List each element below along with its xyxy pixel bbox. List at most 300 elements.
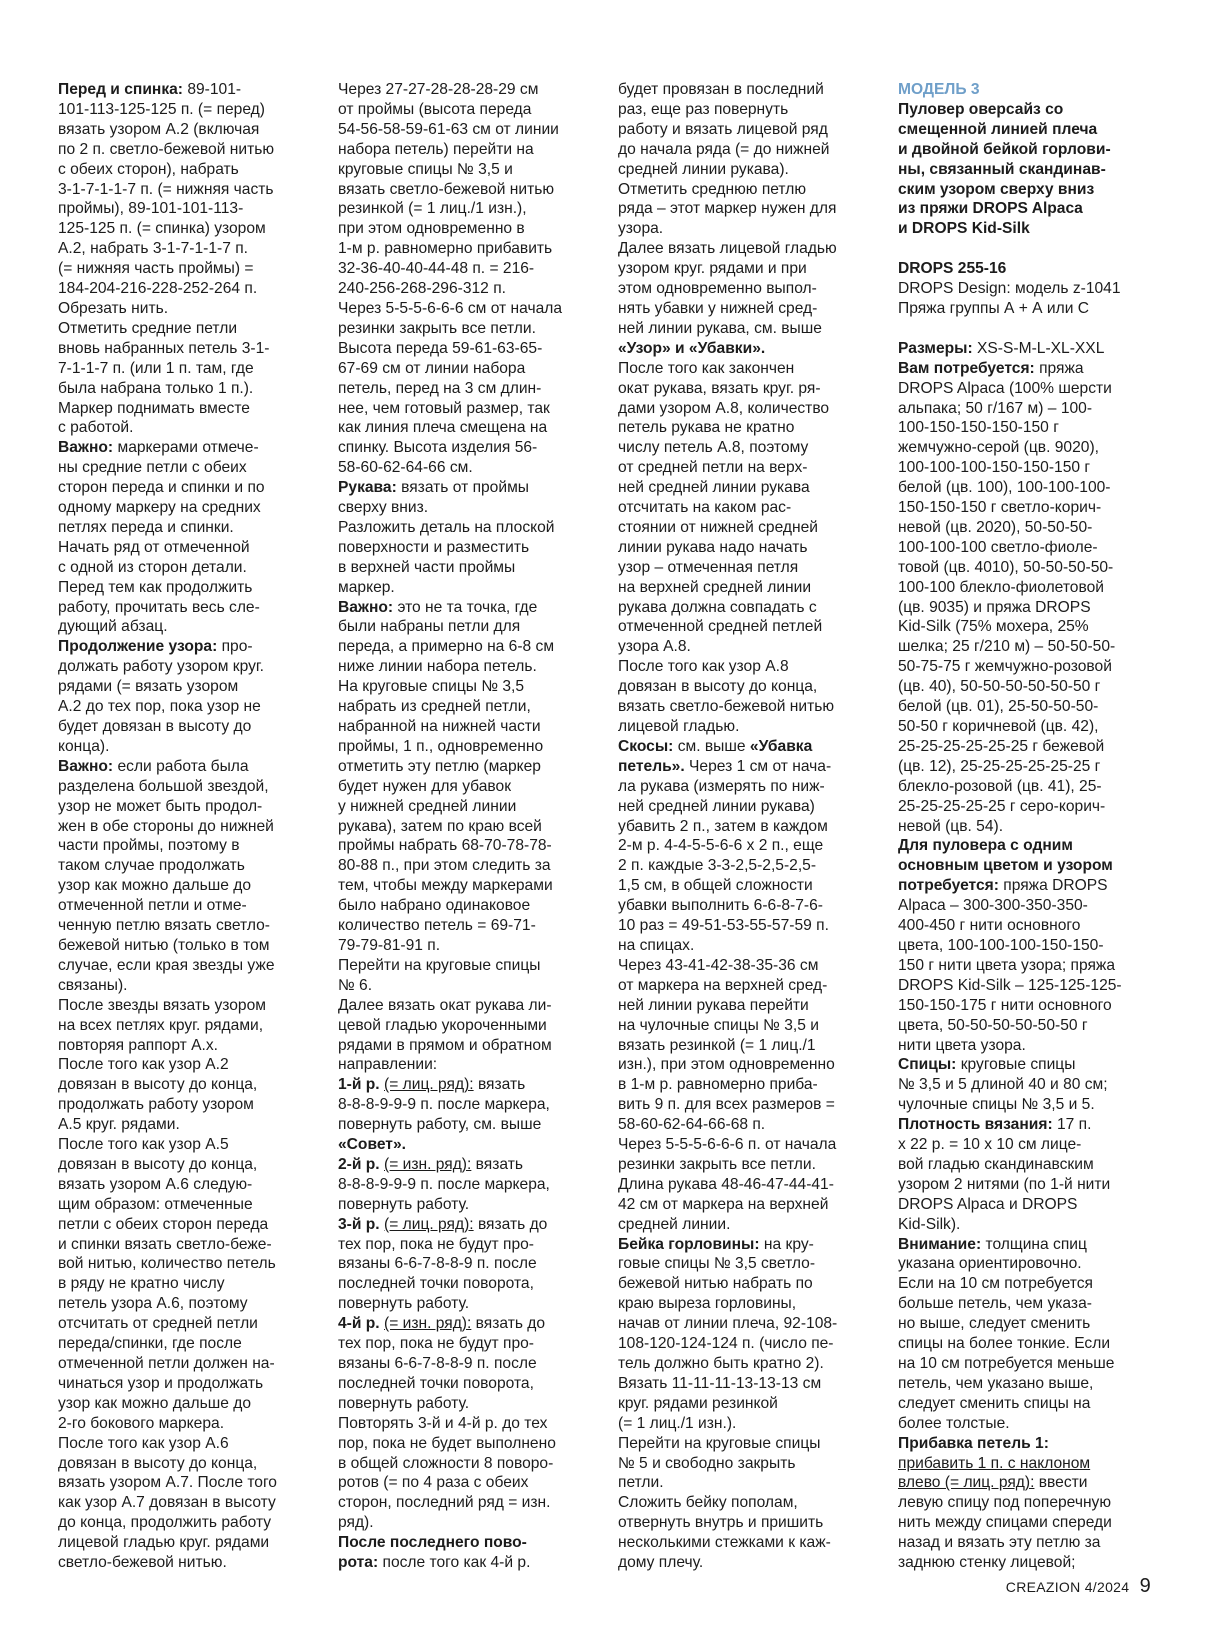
bold-run: «Совет». [338,1136,406,1154]
text-run: изн.), при этом одновременно [618,1056,835,1074]
text-line [898,1036,1160,1056]
text-run: 25-25-25-25-25-25 г бежевой [898,737,1105,755]
text-run: тех пор, пока не будут про- [338,1335,535,1353]
text-line [898,1394,1160,1414]
text-line [338,936,588,956]
text-line [58,120,308,140]
text-run: х 22 р. = 10 х 10 см лице- [898,1136,1082,1154]
text-line [338,478,588,498]
text-line [338,856,588,876]
bold-run: петель». [618,757,685,775]
text-run: одному маркеру на средних [58,499,261,517]
text-line [58,817,308,837]
text-run: вязаны 6-6-7-8-8-9 п. после [338,1255,537,1273]
bold-run: рота: [338,1554,379,1572]
underlined-run: (= лиц. ряд): [384,1215,474,1233]
text-run: 8-8-8-9-9-9 п. после маркера, [338,1175,550,1193]
text-run: цевой гладью укороченными [338,1016,547,1034]
text-line [338,1434,588,1454]
text-run: Длина рукава 48-46-47-44-41- [618,1175,834,1193]
text-line [618,777,868,797]
text-line [898,1493,1160,1513]
text-line [58,777,308,797]
text-run: невой (цв. 2020), 50-50-50- [898,518,1093,536]
text-run: рукава должна совпадать с [618,598,817,616]
text-line [618,1235,868,1255]
text-run: количество петель = 69-71- [338,917,536,935]
text-line [338,379,588,399]
text-line [338,1055,588,1075]
text-line [618,737,868,757]
text-line [58,418,308,438]
text-run: на спицах. [618,936,695,954]
text-run: круговые спицы № 3,5 и [338,160,513,178]
text-line [898,737,1160,757]
text-line [58,1135,308,1155]
bold-run: Важно: [58,439,114,457]
text-run: XS-S-M-L-XL-XXL [972,339,1105,357]
text-line [338,1274,588,1294]
text-run: 32-36-40-40-44-48 п. = 216- [338,260,535,278]
text-line [618,578,868,598]
text-line [58,80,308,100]
text-run: лицевой гладью круг. рядами [58,1534,270,1552]
text-run: Через 5-5-5-6-6-6 см от начала [338,299,563,317]
text-line [618,199,868,219]
text-run: пор, пока не будет выполнено [338,1434,556,1452]
text-line [58,1115,308,1135]
text-run: на 10 см потребуется меньше [898,1355,1115,1372]
text-run: проймы, 1 п., одновременно [338,737,544,755]
text-line [338,120,588,140]
text-run: краю выреза горловины, [618,1295,797,1313]
text-run: вязать до [473,1215,548,1233]
text-run: убавить 2 п., затем в каждом [618,817,828,835]
bold-run: Внимание: [898,1235,982,1253]
text-run: 100-100 блекло-фиолетовой [898,578,1104,596]
text-line [58,1334,308,1354]
text-run: вязать резинкой (= 1 лиц./1 [618,1036,816,1054]
text-line [58,478,308,498]
text-run: Через 43-41-42-38-35-36 см [618,956,819,974]
text-run: узором круг. рядами и при [618,260,807,278]
underlined-run: (= лиц. ряд): [384,1076,474,1094]
text-line [898,657,1160,677]
bold-run: смещенной линией плеча [898,120,1098,138]
text-run: Перейти на круговые спицы [618,1434,821,1452]
text-run: тем, чтобы между маркерами [338,877,553,895]
text-run: вязать до [471,1315,546,1333]
text-run: резинкой (= 1 лиц./1 изн.), [338,200,527,218]
text-line [338,637,588,657]
text-run: 7-1-1-7 п. (или 1 п. там, где [58,359,254,377]
text-run: 10 раз = 49-51-53-55-57-59 п. [618,917,829,935]
text-line [898,418,1160,438]
bold-run: потребуется: [898,877,999,895]
text-run: по 2 п. светло-бежевой нитью [58,140,275,158]
text-run: альпака; 50 г/167 м) – 100- [898,399,1093,417]
text-line [898,1115,1160,1135]
text-line [58,199,308,219]
text-line [338,717,588,737]
text-run: набранной на нижней части [338,718,541,735]
text-line [898,219,1160,239]
text-line [618,1274,868,1294]
text-line [898,1175,1160,1195]
text-line [338,1135,588,1155]
text-run: дому плечу. [618,1554,704,1572]
text-line [898,1055,1160,1075]
text-line [898,558,1160,578]
text-line [338,339,588,359]
text-line [58,578,308,598]
text-line [898,1334,1160,1354]
text-line [58,438,308,458]
text-run: ряда – этот маркер нужен для [618,200,837,218]
page-number: 9 [1139,1575,1151,1597]
text-run: № 3,5 и 5 длиной 40 и 80 см; [898,1076,1108,1094]
text-line [58,100,308,120]
text-line [898,578,1160,598]
text-run: 125-125 п. (= спинка) узором [58,220,266,238]
text-run: нить между спицами спереди [898,1514,1112,1532]
text-line [898,757,1160,777]
text-line [338,80,588,100]
text-line [338,518,588,538]
text-run: связаны). [58,976,128,994]
text-run: набора петель) перейти на [338,140,534,158]
text-run: цвета, 50-50-50-50-50-50 г [898,1016,1088,1034]
text-run: несколькими стежками к каж- [618,1534,831,1552]
text-line [58,637,308,657]
text-line [618,140,868,160]
text-run: вязать узором А.2 (включая [58,120,260,138]
text-line [338,140,588,160]
text-line [898,1095,1160,1115]
text-line [338,1075,588,1095]
text-line [58,239,308,259]
text-run: левую спицу под поперечную [898,1494,1112,1512]
text-line [618,637,868,657]
text-run: нее, чем готовый размер, так [338,399,550,417]
text-line [58,1513,308,1533]
text-line [338,558,588,578]
text-run: 400-450 г нити основного [898,917,1081,935]
text-run: вязать [473,1076,526,1094]
text-line [618,478,868,498]
text-line [58,757,308,777]
text-run: (цв. 40), 50-50-50-50-50-50 г [898,678,1101,696]
text-line [898,637,1160,657]
text-run: Повторять 3-й и 4-й р. до тех [338,1414,548,1432]
text-line [58,1036,308,1056]
text-line [338,757,588,777]
text-line [618,558,868,578]
bold-run: 2-й р. [338,1155,380,1173]
text-column-4 [898,80,1160,1573]
text-run: 101-113-125-125 п. (= перед) [58,100,265,118]
text-run: спинку. Высота изделия 56- [338,439,538,457]
text-line [58,1414,308,1434]
text-line [898,438,1160,458]
text-run: 50-50 г коричневой (цв. 42), [898,718,1099,735]
text-run: ряд). [338,1514,374,1532]
text-run: круговые спицы [956,1056,1076,1074]
text-line [338,617,588,637]
text-run: Перейти на круговые спицы [338,956,541,974]
text-run: на всех петлях круг. рядами, [58,1016,264,1034]
text-run: с работой. [58,419,134,437]
text-run: вой нитью, количество петель [58,1255,276,1273]
text-line [898,1235,1160,1255]
text-line [338,299,588,319]
text-run: пряжа DROPS [998,877,1108,895]
text-line [618,259,868,279]
text-line [58,379,308,399]
text-line [58,1553,308,1573]
text-line [58,996,308,1016]
text-line [58,1314,308,1334]
text-run: раз, еще раз повернуть [618,100,789,118]
text-run: Отметить среднюю петлю [618,180,807,198]
text-line [338,418,588,438]
text-run: 3-1-7-1-1-7 п. (= нижняя часть [58,180,274,198]
bold-run: Продолжение узора: [58,638,218,656]
bold-run: После последнего пово- [338,1534,527,1552]
text-line [618,1036,868,1056]
text-line [618,359,868,379]
bold-run: из пряжи DROPS Alpaca [898,200,1083,218]
bold-run: Важно: [338,598,394,616]
text-run: ротов (= по 4 раза с обеих [338,1474,529,1492]
text-line [618,219,868,239]
text-run: будет довязан в высоту до [58,718,252,735]
text-run: После того как узор А.6 [58,1434,229,1452]
text-run: про- [217,638,253,656]
text-run: Обрезать нить. [58,299,169,317]
text-run: работу и вязать лицевой ряд [618,120,828,138]
text-line [618,1055,868,1075]
text-line [898,717,1160,737]
text-line [618,876,868,896]
text-line [338,180,588,200]
text-run: узора. [618,220,664,238]
text-run: резинки закрыть все петли. [618,1155,816,1173]
text-run: вновь набранных петель 3-1- [58,339,270,357]
text-line [618,1155,868,1175]
text-line [58,299,308,319]
text-line [618,120,868,140]
text-line [58,598,308,618]
text-run: вязать светло-бежевой нитью [618,698,835,716]
text-line [58,180,308,200]
bold-run: Перед и спинка: [58,81,183,98]
text-run: После того как закончен [618,359,795,377]
text-run: повернуть работу. [338,1195,470,1213]
text-line [338,319,588,339]
text-line [898,1135,1160,1155]
text-run: части проймы, поэтому в [58,837,240,855]
text-line [618,1016,868,1036]
text-run: 108-120-124-124 п. (число пе- [618,1335,834,1353]
text-run: линии рукава надо начать [618,538,808,556]
text-line [338,219,588,239]
text-line [58,538,308,558]
text-line [58,617,308,637]
text-run: резинки закрыть все петли. [338,319,536,337]
text-line [898,80,1160,100]
text-run: 184-204-216-228-252-264 п. [58,280,258,298]
text-run: продолжать работу узором [58,1096,254,1114]
text-run: Kid-Silk). [898,1215,961,1233]
text-run: убавки выполнить 6-6-8-7-6- [618,897,823,915]
text-run: говые спицы № 3,5 светло- [618,1255,816,1273]
text-run: нять убавки у нижней сред- [618,299,818,317]
text-run: заднюю стенку лицевой; [898,1554,1076,1572]
text-line [618,1493,868,1513]
text-line [338,1414,588,1434]
text-line [58,1434,308,1454]
bold-run: 4-й р. [338,1315,380,1333]
text-line [58,1055,308,1075]
text-run: ней средней линии рукава [618,479,810,497]
text-run: 80-88 п., при этом следить за [338,857,551,875]
text-line [58,1533,308,1553]
text-line [58,1354,308,1374]
text-line [338,657,588,677]
text-line [618,1294,868,1314]
text-run: После звезды вязать узором [58,996,266,1014]
text-line [58,657,308,677]
text-line [338,1314,588,1334]
text-run: рукава), затем по краю всей [338,817,542,835]
text-run: направлении: [338,1056,438,1074]
text-line [618,180,868,200]
text-line [618,1075,868,1095]
text-line [58,498,308,518]
text-run: будет провязан в последний [618,81,824,98]
text-line [338,279,588,299]
text-line [898,916,1160,936]
text-run: узора А.8. [618,638,691,656]
text-line [898,498,1160,518]
text-run: Вязать 11-11-11-13-13-13 см [618,1374,822,1392]
text-line [58,1473,308,1493]
text-line [618,1314,868,1334]
text-line [618,936,868,956]
text-run: см. выше [673,737,750,755]
text-line [898,598,1160,618]
text-line [58,737,308,757]
text-run: Если на 10 см потребуется [898,1275,1093,1293]
text-run: жемчужно-серой (цв. 9020), [898,439,1099,457]
text-line [898,1215,1160,1235]
text-run: более толстые. [898,1414,1010,1432]
text-run: шелка; 25 г/210 м) – 50-50-50- [898,638,1116,656]
text-line [338,498,588,518]
text-run: довязан в высоту до конца, [618,678,818,696]
text-run: петли. [618,1474,664,1492]
text-line [338,1175,588,1195]
text-run: больше петель, чем указа- [898,1295,1092,1313]
text-run: белой (цв. 100), 100-100-100- [898,479,1111,497]
text-line [58,1075,308,1095]
text-run: Kid-Silk (75% мохера, 25% [898,618,1089,636]
text-line [618,1414,868,1434]
text-run: Далее вязать лицевой гладью [618,240,837,258]
text-run: 2-го бокового маркера. [58,1414,225,1432]
text-run: На круговые спицы № 3,5 [338,678,525,696]
text-line [58,1095,308,1115]
text-run: щим образом: отмеченные [58,1195,253,1213]
text-run: таком случае продолжать [58,857,245,875]
text-line [58,1235,308,1255]
text-run: 58-60-62-64-66 см. [338,459,473,477]
text-line [58,1254,308,1274]
text-run: нити цвета узора. [898,1036,1026,1054]
text-run: в общей сложности 8 поворо- [338,1454,554,1472]
text-line [58,1175,308,1195]
text-run: дами узором А.8, количество [618,399,830,417]
text-run: 58-60-62-64-66-68 п. [618,1116,766,1134]
text-line [618,1334,868,1354]
text-run: начав от линии плеча, 92-108- [618,1315,838,1333]
text-run: проймы), 89-101-101-113- [58,200,244,218]
text-line [898,876,1160,896]
text-line [898,1374,1160,1394]
text-line [58,359,308,379]
text-line [338,817,588,837]
text-run: вязать от проймы [396,479,529,497]
text-run: до конца, продолжить работу [58,1514,272,1532]
text-line [338,458,588,478]
text-run: № 5 и свободно закрыть [618,1454,796,1472]
text-line [618,757,868,777]
text-run: Через 27-27-28-28-28-29 см [338,81,539,98]
text-run: тель должно быть кратно 2). [618,1355,824,1372]
text-line [618,1513,868,1533]
text-line [338,438,588,458]
text-line [338,259,588,279]
text-run: отсчитать на каком рас- [618,499,792,517]
text-line [898,1195,1160,1215]
text-run: вязать [471,1155,523,1173]
text-run: ней линии рукава перейти [618,996,809,1014]
text-run: как узор А.7 довязан в высоту [58,1494,276,1512]
text-run: должать работу узором круг. [58,658,265,676]
text-line [618,399,868,419]
text-line [898,1354,1160,1374]
text-line [58,339,308,359]
text-run: назад и вязать эту петлю за [898,1534,1101,1552]
text-line [338,359,588,379]
text-line [898,180,1160,200]
text-line [338,578,588,598]
text-run: последней точки поворота, [338,1374,534,1392]
text-line [58,140,308,160]
text-run: будет нужен для убавок [338,777,512,795]
bold-run: «Узор» и «Убавки». [618,339,766,357]
text-run: узор как можно дальше до [58,877,251,895]
text-line [338,1195,588,1215]
bold-run: Спицы: [898,1056,957,1074]
text-line [338,1473,588,1493]
text-line [618,339,868,359]
text-run: 150-150-150 г светло-корич- [898,499,1102,517]
text-run: вязаны 6-6-7-8-8-9 п. после [338,1355,537,1372]
bold-run: Размеры: [898,339,973,357]
text-line [898,797,1160,817]
